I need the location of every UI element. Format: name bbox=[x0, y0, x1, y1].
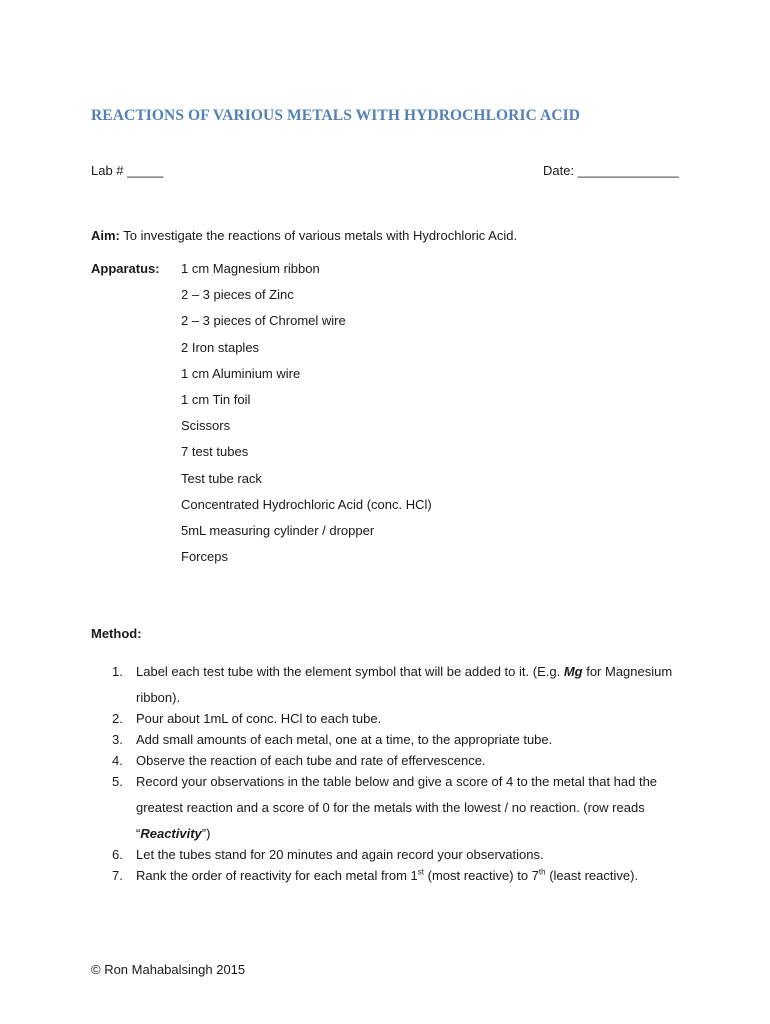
reactivity-emphasis: Reactivity bbox=[140, 826, 202, 841]
apparatus-item: 1 cm Tin foil bbox=[181, 391, 251, 407]
ordinal-superscript: st bbox=[417, 867, 425, 877]
step-number: 3. bbox=[112, 732, 123, 747]
apparatus-item: 7 test tubes bbox=[181, 444, 249, 460]
method-label: Method: bbox=[91, 626, 142, 641]
apparatus-item: Concentrated Hydrochloric Acid (conc. HCl) bbox=[181, 496, 432, 512]
aim-text: To investigate the reactions of various metals with Hydrochloric Acid. bbox=[119, 228, 518, 243]
step-text-part: (most reactive) to 7 bbox=[424, 868, 539, 883]
apparatus-item: 1 cm Aluminium wire bbox=[181, 365, 301, 381]
step-number: 1. bbox=[112, 664, 123, 679]
step-text-part: (least reactive). bbox=[545, 868, 639, 883]
copyright-footer: © Ron Mahabalsingh 2015 bbox=[91, 962, 246, 977]
step-number: 4. bbox=[112, 753, 123, 768]
step-number: 6. bbox=[112, 847, 123, 862]
step-text: Let the tubes stand for 20 minutes and again record your observations. bbox=[136, 847, 544, 862]
aim-label: Aim: bbox=[91, 228, 120, 243]
method-step bbox=[91, 863, 691, 889]
apparatus-item: Scissors bbox=[181, 418, 231, 434]
apparatus-item: 5mL measuring cylinder / dropper bbox=[181, 522, 375, 538]
step-number: 5. bbox=[112, 774, 123, 789]
ordinal-superscript: th bbox=[538, 867, 546, 877]
apparatus-item: Test tube rack bbox=[181, 470, 262, 486]
step-text-part: Rank the order of reactivity for each metal from 1 bbox=[136, 868, 418, 883]
step-text-part: for Magnesium ribbon). bbox=[136, 664, 673, 705]
step-text: Observe the reaction of each tube and rate of effervescence. bbox=[136, 753, 486, 768]
step-text: Pour about 1mL of conc. HCl to each tube. bbox=[136, 711, 382, 726]
method-step bbox=[91, 769, 691, 847]
step-text-part: ”) bbox=[201, 826, 211, 841]
step-text-part: Record your observations in the table below and give a score of 4 to the metal that had the greatest reaction and a score of 0 for the metals with the lowest / no reaction. (row reads “ bbox=[136, 774, 658, 841]
date-field: Date: ______________ bbox=[543, 163, 679, 178]
method-list bbox=[91, 659, 691, 889]
apparatus-item: 2 Iron staples bbox=[181, 339, 260, 355]
element-symbol-example: Mg bbox=[563, 664, 583, 679]
aim-statement bbox=[91, 228, 517, 243]
method-step bbox=[91, 659, 691, 711]
step-text bbox=[136, 863, 691, 889]
apparatus-list bbox=[181, 261, 432, 575]
step-text-part: Label each test tube with the element symbol that will be added to it. (E.g. bbox=[136, 664, 564, 679]
apparatus-item: Forceps bbox=[181, 549, 228, 565]
step-number: 7. bbox=[112, 868, 123, 883]
step-number: 2. bbox=[112, 711, 123, 726]
lab-number-field: Lab # _____ bbox=[91, 163, 164, 178]
step-text: Add small amounts of each metal, one at a time, to the appropriate tube. bbox=[136, 732, 553, 747]
apparatus-label: Apparatus: bbox=[91, 261, 160, 276]
apparatus-item: 2 – 3 pieces of Chromel wire bbox=[181, 313, 346, 329]
apparatus-item: 1 cm Magnesium ribbon bbox=[181, 261, 320, 276]
apparatus-item: 2 – 3 pieces of Zinc bbox=[181, 287, 294, 303]
step-text bbox=[136, 769, 691, 847]
document-title: REACTIONS OF VARIOUS METALS WITH HYDROCHLORIC ACID bbox=[91, 107, 581, 124]
step-text bbox=[136, 659, 691, 711]
